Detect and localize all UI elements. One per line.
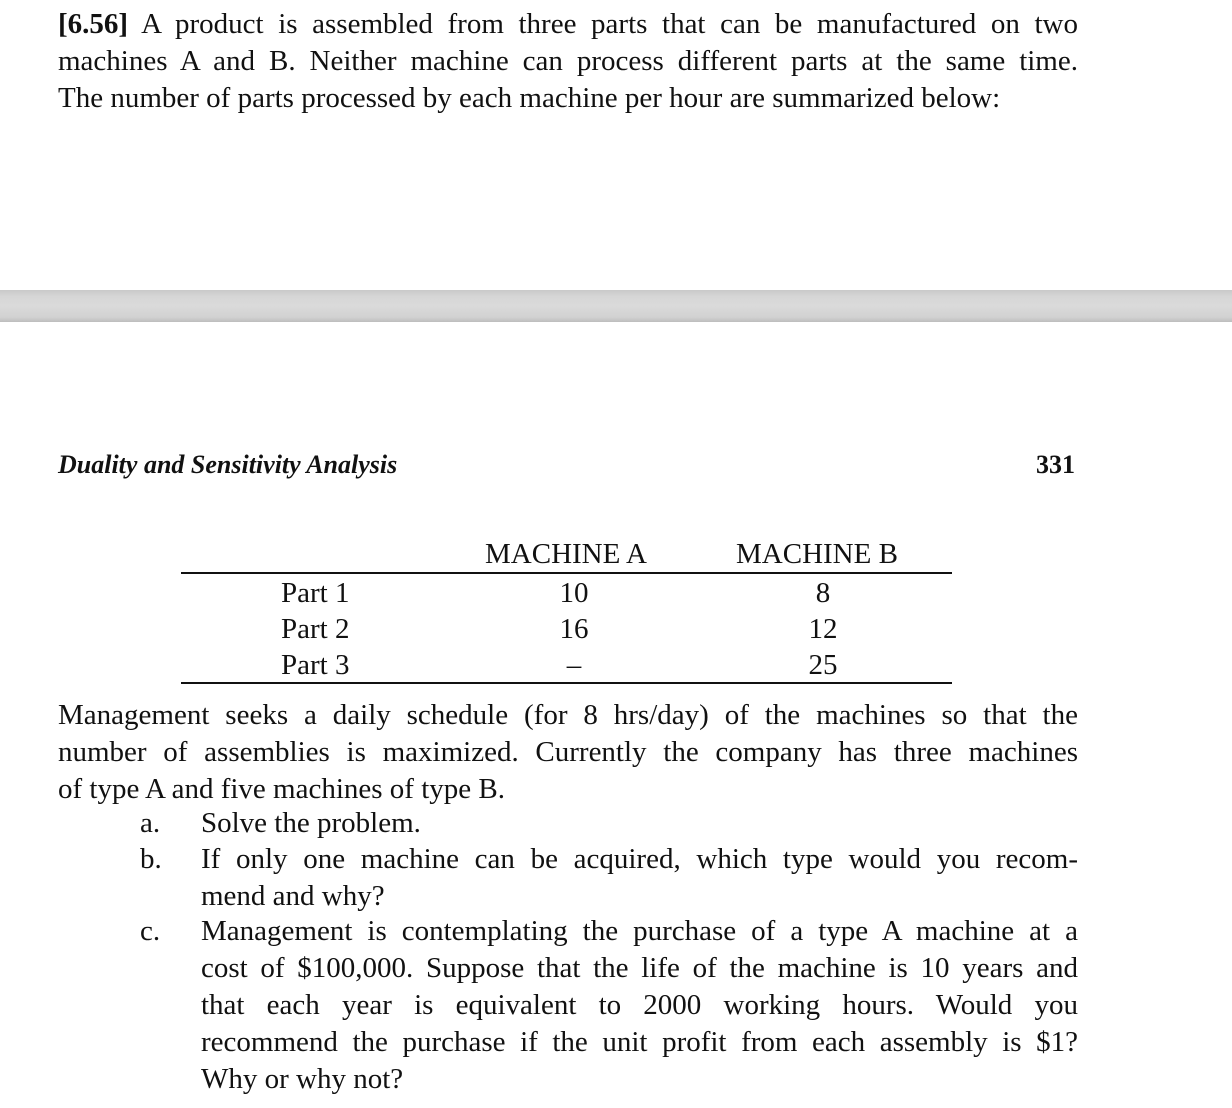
page-separator	[0, 290, 1232, 322]
item-b-line-2: mend and why?	[201, 880, 385, 912]
item-c-line-2: cost of $100,000. Suppose that the life of the machine is 10 years and	[201, 952, 1078, 984]
item-c-line-4: recommend the purchase if the unit profit from each assembly is $1?	[201, 1026, 1078, 1058]
item-c-line-3: that each year is equivalent to 2000 working hours. Would you	[201, 989, 1078, 1021]
paragraph-line-3: of type A and five machines of type B.	[58, 773, 505, 805]
item-a-line-1: Solve the problem.	[201, 807, 421, 839]
item-letter-b: b.	[140, 843, 162, 875]
column-header-machine-a: MACHINE A	[485, 538, 647, 570]
running-head: Duality and Sensitivity Analysis	[58, 450, 398, 479]
item-c-line-1: Management is contemplating the purchase of a type A machine at a	[201, 915, 1078, 947]
item-body-c	[201, 913, 1078, 1098]
bottom-page	[0, 322, 1232, 1108]
page-number: 331	[1036, 450, 1075, 479]
item-b-line-1: If only one machine can be acquired, which type would you recom-	[201, 843, 1078, 875]
paragraph-line-2: number of assemblies is maximized. Currently the company has three machines	[58, 736, 1078, 768]
cell-part-1-machine-b: 8	[815, 577, 831, 609]
item-body-a	[201, 805, 1078, 842]
intro-line-2: machines A and B. Neither machine can process different parts at the same time.	[58, 45, 1078, 77]
column-header-machine-b: MACHINE B	[736, 538, 898, 570]
top-page	[0, 0, 1232, 290]
row-label-part-2: Part 2	[281, 613, 350, 645]
item-letter-c: c.	[140, 915, 161, 947]
row-label-part-3: Part 3	[281, 649, 350, 681]
management-paragraph	[58, 697, 1078, 808]
cell-part-2-machine-a: 16	[559, 613, 589, 645]
cell-part-1-machine-a: 10	[559, 577, 589, 609]
cell-part-3-machine-b: 25	[808, 649, 838, 681]
machine-table	[181, 534, 952, 684]
item-letter-a: a.	[140, 807, 161, 839]
paragraph-line-1: Management seeks a daily schedule (for 8 hrs/day) of the machines so that the	[58, 699, 1078, 731]
row-label-part-1: Part 1	[281, 577, 350, 609]
table-top-rule	[181, 572, 952, 574]
item-body-b	[201, 841, 1078, 915]
intro-line-3: The number of parts processed by each machine per hour are summarized below:	[58, 82, 1001, 114]
cell-part-3-machine-a: –	[566, 649, 582, 681]
cell-part-2-machine-b: 12	[808, 613, 838, 645]
item-c-line-5: Why or why not?	[201, 1063, 404, 1095]
intro-line-1: [6.56] A product is assembled from three parts that can be manufactured on two	[58, 8, 1078, 40]
problem-intro	[58, 6, 1078, 117]
table-bottom-rule	[181, 682, 952, 684]
problem-number: [6.56]	[58, 8, 129, 40]
